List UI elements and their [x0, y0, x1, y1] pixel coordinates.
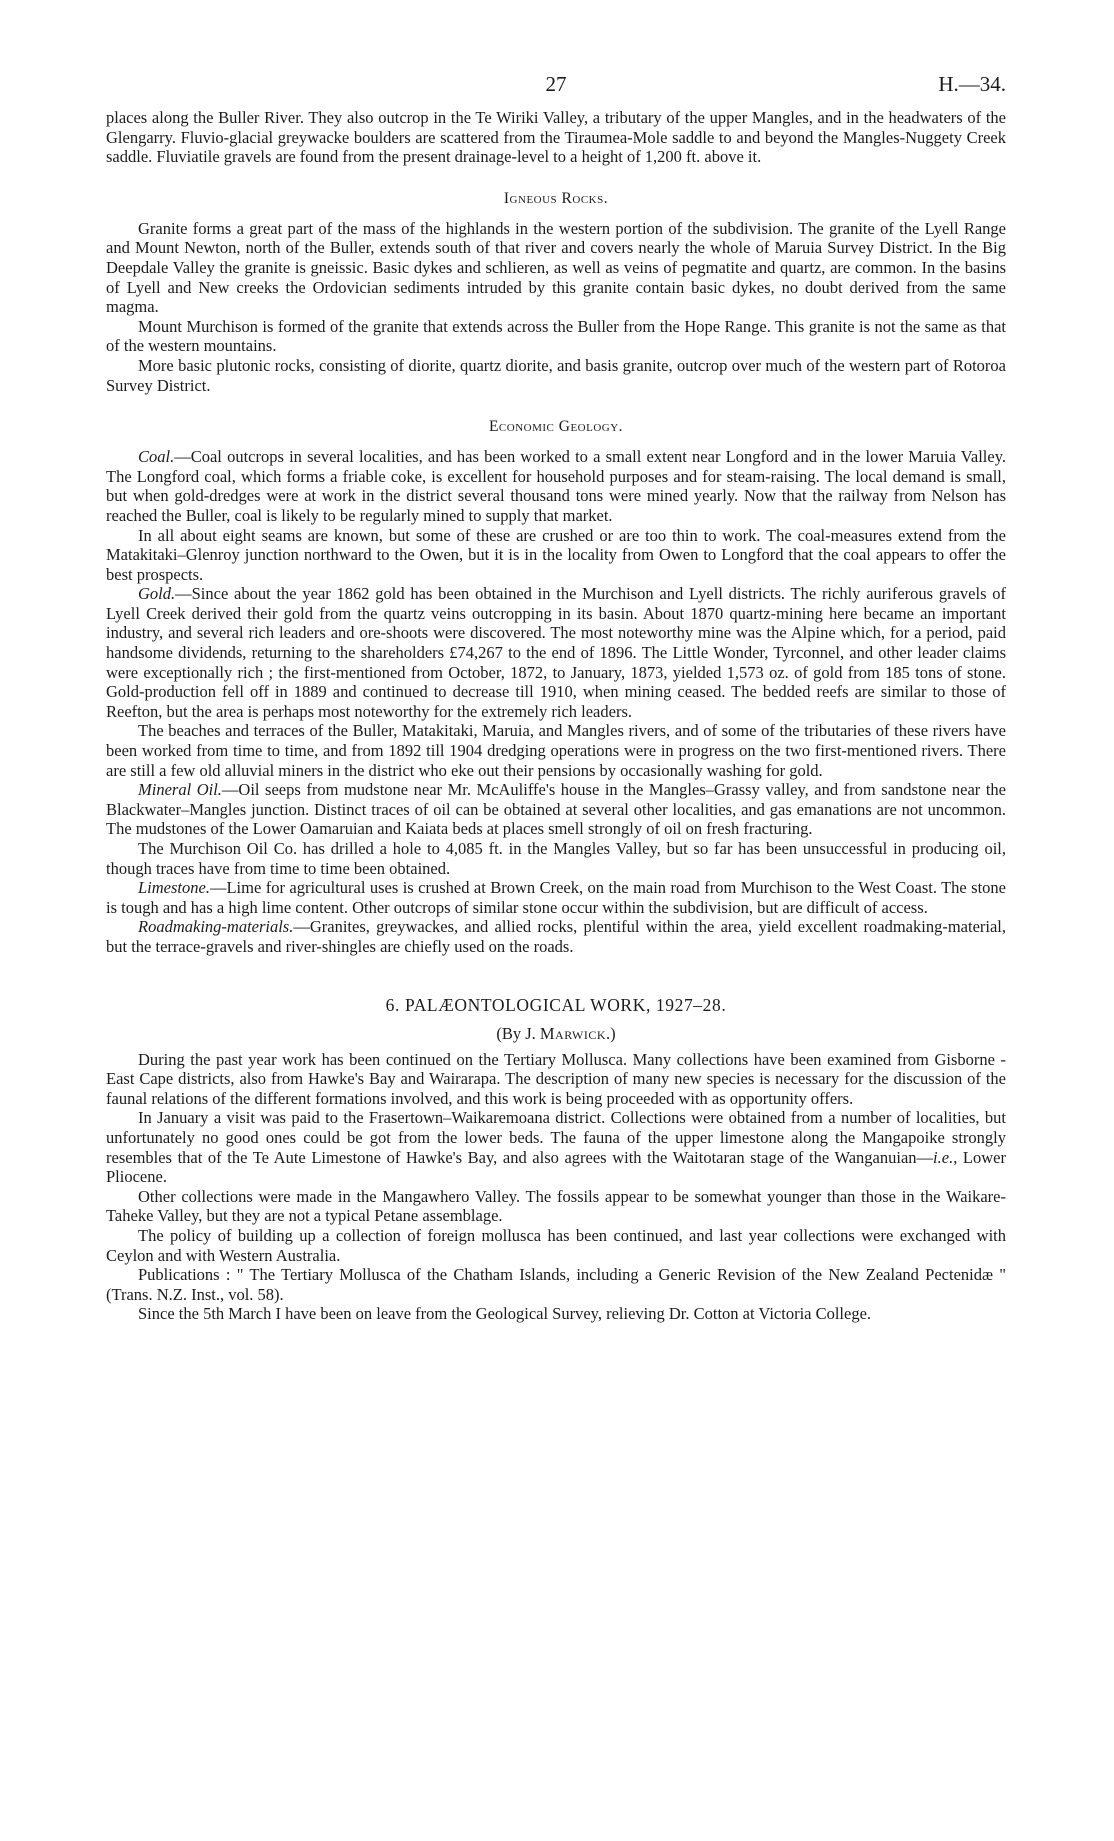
- palaeo-paragraph: [106, 1108, 1006, 1186]
- palaeo-paragraph: The policy of building up a collection of foreign mollusca has been continued, and last year collections were exchanged with Ceylon and with Western Australia.: [106, 1225, 1006, 1265]
- palaeo-paragraph: During the past year work has been continued on the Tertiary Mollusca. Many collections have been examined from Gisborne - East Cape districts, also from Hawke's Bay and Wairarapa. The description of many new species is necessary for the discussion of the faunal relations of the different formations involved, and this work is being proceeded with as opportunity offers.: [106, 1049, 1006, 1108]
- coal-paragraph: [106, 447, 1006, 525]
- igneous-paragraph: More basic plutonic rocks, consisting of diorite, quartz diorite, and basis granite, outcrop over much of the western part of Rotoroa Survey District.: [106, 355, 1006, 395]
- frasertown-text: In January a visit was paid to the Frasertown–Waikaremoana district. Collections were obtained from a number of localities, but unfortunately no good ones could be got from the lower beds. The fauna of the upper limestone along the Mangapoike strongly resembles that of the Te Aute Limestone of Hawke's Bay, and also agrees with the Waitotaran stage of the Wanganuian—: [106, 1108, 1006, 1167]
- gold-paragraph: [106, 584, 1006, 721]
- mineral-oil-label: Mineral Oil.: [138, 780, 222, 800]
- mineral-oil-text: —Oil seeps from mudstone near Mr. McAuliffe's house in the Mangles–Grassy valley, and from sandstone near the Blackwater–Mangles junction. Distinct traces of oil can be obtained at several other localities, and gas emanations are not uncommon. The mudstones of the Lower Oamaruian and Kaiata beds at places smell strongly of oil on fresh fracturing.: [106, 780, 1006, 839]
- oil-company-paragraph: The Murchison Oil Co. has drilled a hole to 4,085 ft. in the Mangles Valley, but so far has been unsuccessful in producing oil, though traces have from time to time been obtained.: [106, 839, 1006, 878]
- roadmaking-text: —Granites, greywackes, and allied rocks, plentiful within the area, yield excellent roadmaking-material, but the terrace-gravels and river-shingles are chiefly used on the roads.: [106, 917, 1006, 956]
- byline-suffix: .): [606, 1023, 616, 1043]
- roadmaking-paragraph: [106, 917, 1006, 956]
- byline-prefix: (By J.: [496, 1023, 540, 1043]
- palaeo-paragraph: Other collections were made in the Mangawhero Valley. The fossils appear to be somewhat younger than those in the Waikare-Taheke Valley, but they are not a typical Petane assemblage.: [106, 1186, 1006, 1226]
- byline-author: Marwick: [539, 1023, 607, 1043]
- gold-text: —Since about the year 1862 gold has been obtained in the Murchison and Lyell districts. The richly auriferous gravels of Lyell Creek derived their gold from the quartz veins outcropping in its basin. About 1870 quartz-mining here became an important industry, and several rich leaders and ore-shoots were discovered. The most noteworthy mine was the Alpine which, for a period, paid handsome dividends, returning to the shareholders £74,267 to the end of 1896. The Little Wonder, Tyrconnel, and other leader claims were exceptionally rich ; the first-mentioned from October, 1872, to January, 1873, yielded 1,573 oz. of gold from 185 tons of stone. Gold-production fell off in 1889 and continued to decrease till 1910, when mining ceased. The bedded reefs are similar to those of Reefton, but the area is perhaps most noteworthy for the extremely rich leaders.: [106, 584, 1006, 721]
- igneous-rocks-heading: Igneous Rocks.: [503, 189, 609, 207]
- document-page: [106, 72, 1006, 1324]
- gold-beaches-paragraph: The beaches and terraces of the Buller, Matakitaki, Maruia, and Mangles rivers, and of some of the tributaries of these rivers have been worked from time to time, and from 1892 till 1904 dredging operations were in progress on the two first-mentioned rivers. There are still a few old alluvial miners in the district who eke out their pensions by occasionally washing for gold.: [106, 721, 1006, 780]
- igneous-paragraph: Granite forms a great part of the mass of the highlands in the western portion of the subdivision. The granite of the Lyell Range and Mount Newton, north of the Buller, extends south of that river and covers nearly the whole of Maruia Survey District. In the Big Deepdale Valley the granite is gneissic. Basic dykes and schlieren, as well as veins of pegmatite and quartz, are common. In the basins of Lyell and New creeks the Ordovician sediments intruded by this granite contain basic dykes, no doubt derived from the same magma.: [106, 218, 1006, 317]
- economic-geology-heading: Economic Geology.: [488, 418, 624, 436]
- coal-text: —Coal outcrops in several localities, and has been worked to a small extent near Longford and in the lower Maruia Valley. The Longford coal, which forms a friable coke, is excellent for household purposes and for steam-raising. The local demand is small, but when gold-dredges were at work in the district several thousand tons were mined yearly. Now that the railway from Nelson has reached the Buller, coal is likely to be regularly mined to supply that market.: [106, 447, 1006, 525]
- publications-paragraph: Publications : " The Tertiary Mollusca of the Chatham Islands, including a Generic Revision of the New Zealand Pectenidæ " (Trans. N.Z. Inst., vol. 58).: [106, 1265, 1006, 1304]
- limestone-label: Limestone.: [138, 878, 210, 898]
- coal-seams-paragraph: In all about eight seams are known, but some of these are crushed or are too thin to work. The coal-measures extend from the Matakitaki–Glenroy junction northward to the Owen, but it is in the locality from Owen to Longford that the coal appears to offer the best prospects.: [106, 525, 1006, 584]
- palaeontological-work-heading: 6. PALÆONTOLOGICAL WORK, 1927–28.: [385, 994, 727, 1015]
- document-reference: H.—34.: [938, 72, 1006, 96]
- page-header: [106, 72, 1006, 108]
- roadmaking-label: Roadmaking-materials.: [138, 917, 294, 937]
- limestone-text: —Lime for agricultural uses is crushed at Brown Creek, on the main road from Murchison to the West Coast. The stone is tough and has a high lime content. Other outcrops of similar stone occur within the subdivision, but are difficult of access.: [106, 878, 1006, 917]
- gold-label: Gold.: [138, 584, 176, 604]
- limestone-paragraph: [106, 878, 1006, 917]
- page-number: 27: [545, 72, 567, 96]
- byline: [106, 1024, 1006, 1044]
- mineral-oil-paragraph: [106, 780, 1006, 839]
- ie-abbreviation: i.e.: [933, 1147, 954, 1167]
- intro-paragraph: places along the Buller River. They also outcrop in the Te Wiriki Valley, a tributary of the upper Mangles, and in the headwaters of the Glengarry. Fluvio-glacial greywacke boulders are scattered from the Tiraumea-Mole saddle to and beyond the Mangles-Nuggety Creek saddle. Fluviatile gravels are found from the present drainage-level to a height of 1,200 ft. above it.: [106, 108, 1006, 167]
- pliocene-text: , Lower Pliocene.: [106, 1147, 1006, 1187]
- palaeo-paragraph: Since the 5th March I have been on leave from the Geological Survey, relieving Dr. Cotton at Victoria College.: [138, 1304, 872, 1324]
- coal-label: Coal.: [138, 447, 175, 467]
- igneous-paragraph: Mount Murchison is formed of the granite that extends across the Buller from the Hope Range. This granite is not the same as that of the western mountains.: [106, 316, 1006, 356]
